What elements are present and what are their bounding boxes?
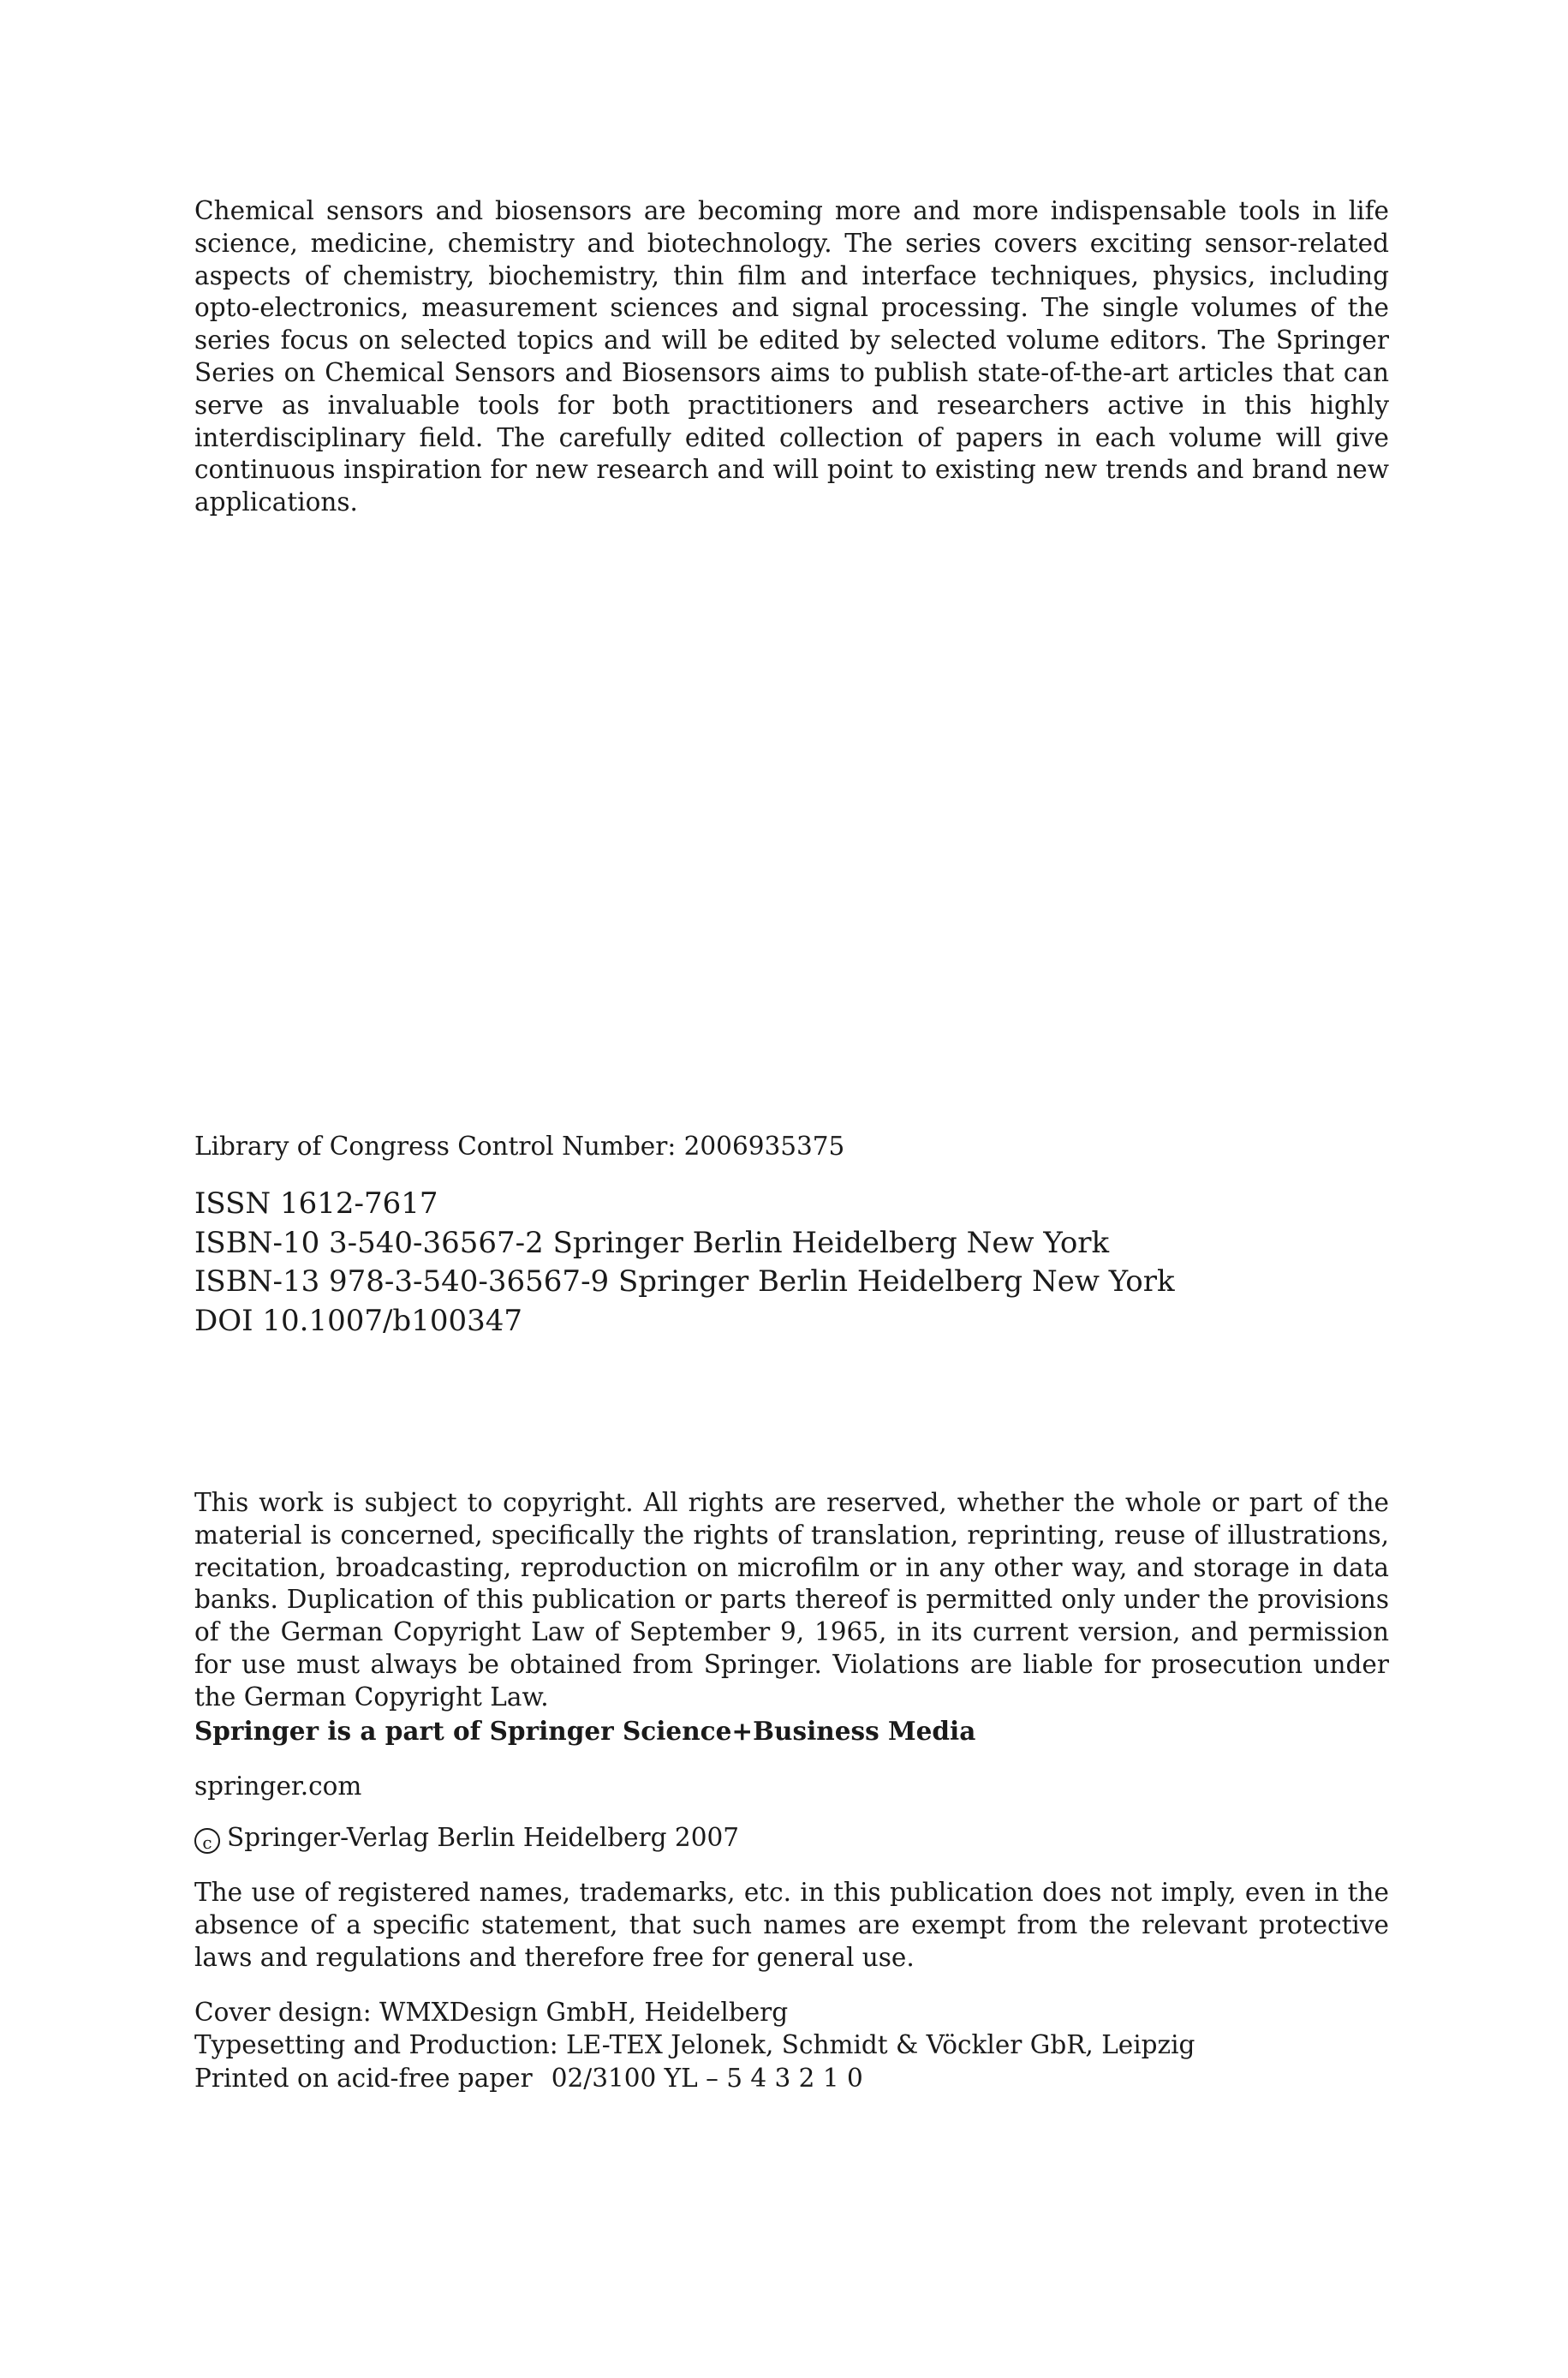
- printing-info: [194, 2062, 1389, 2094]
- copyright-line: [194, 1821, 1389, 1854]
- website-link[interactable]: springer.com: [194, 1772, 362, 1801]
- copyright-holder: Springer-Verlag Berlin Heidelberg 2007: [227, 1823, 739, 1852]
- trademark-notice: The use of registered names, trademarks, etc. in this publication does not imply, even in the absence of a specific statement, that such names are exempt from the relevant protective laws and regulations and therefore free for general use.: [194, 1878, 1389, 1972]
- production-credits: [194, 1996, 1389, 2061]
- isbn-13: ISBN-13 978-3-540-36567-9 Springer Berlin Heidelberg New York: [194, 1264, 1175, 1299]
- copyright-notice: This work is subject to copyright. All rights are reserved, whether the whole or part of the material is concerned, specifically the rights of translation, reprinting, reuse of illustrations, recitation, broadcasting, reproduction on microfilm or in any other way, and storage in data banks. Duplication of this publication or parts thereof is permitted only under the provisions of the German Copyright Law of September 9, 1965, in its current version, and permission for use must always be obtained from Springer. Violations are liable for prosecution under the German Copyright Law.: [194, 1488, 1389, 1712]
- paper-info: Printed on acid-free paper: [194, 2064, 533, 2093]
- cover-design: Cover design: WMXDesign GmbH, Heidelberg: [194, 1998, 789, 2027]
- isbn-10: ISBN-10 3-540-36567-2 Springer Berlin Heidelberg New York: [194, 1225, 1110, 1260]
- issn: ISSN 1612-7617: [194, 1186, 438, 1221]
- identifiers: [194, 1185, 1389, 1341]
- springer-part-statement: Springer is a part of Springer Science+Business Media: [194, 1716, 976, 1746]
- series-description: Chemical sensors and biosensors are becoming more and more indispensable tools in life science, medicine, chemistry and biotechnology. The series covers exciting sensor-related aspects of chemistry, biochemistry, thin film and interface techniques, physics, including opto-electronics, measurement sciences and signal processing. The single volumes of the series focus on selected topics and will be edited by selected volume editors. The Springer Series on Chemical Sensors and Biosensors aims to publish state-of-the-art articles that can serve as invaluable tools for both practitioners and researchers active in this highly interdisciplinary field. The carefully edited collection of papers in each volume will give continuous inspiration for new research and will point to existing new trends and brand new applications.: [194, 196, 1389, 517]
- doi: DOI 10.1007/b100347: [194, 1303, 522, 1338]
- copyright-icon: c: [194, 1828, 220, 1854]
- lccn: Library of Congress Control Number: 2006935375: [194, 1132, 845, 1161]
- print-code: 02/3100 YL – 5 4 3 2 1 0: [551, 2064, 863, 2093]
- typesetting: Typesetting and Production: LE-TEX Jelonek, Schmidt & Vöckler GbR, Leipzig: [194, 2030, 1195, 2059]
